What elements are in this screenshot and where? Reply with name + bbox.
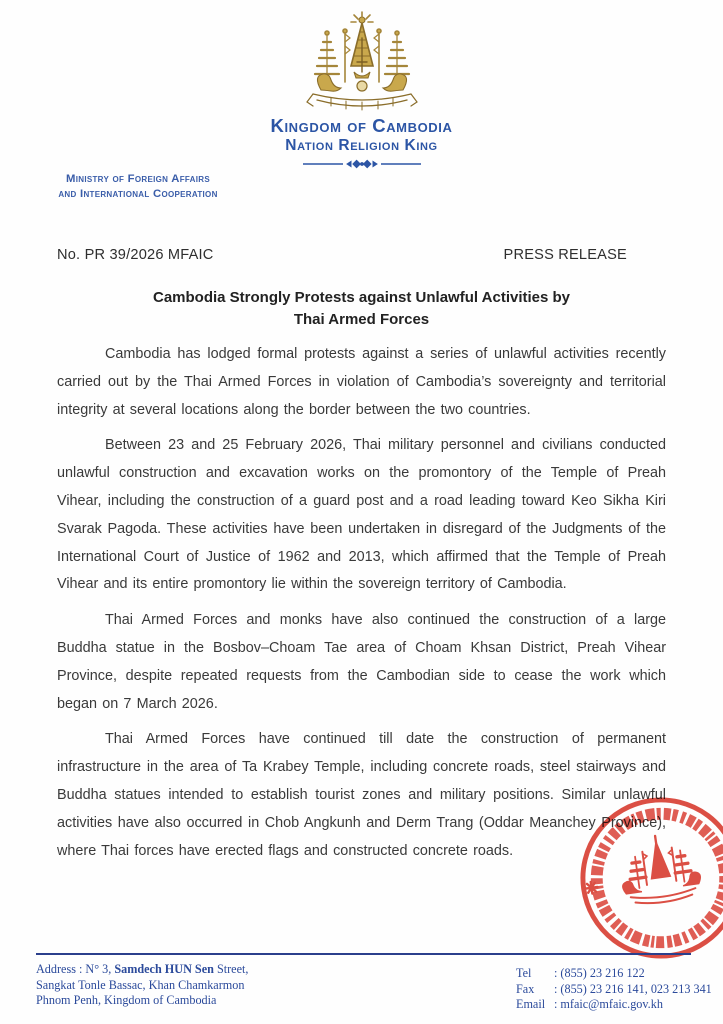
title-line2: Thai Armed Forces bbox=[293, 311, 430, 328]
press-release-paragraph: Between 23 and 25 February 2026, Thai military personnel and civilians conducted unlawful construction and excavation works on the promontory of the Temple of Preah Vihear, including the construction of a guard post and a road leading toward Keo Sikha Kiri Svarak Pagoda. These activities have been undertaken in disregard of the Judgments of the International Court of Justice of 1962 and 2013, which affirmed that the Temple of Preah Vihear and its entire promontory lie within the sovereign territory of Cambodia. bbox=[57, 437, 666, 593]
reference-row bbox=[57, 247, 627, 263]
fax-row bbox=[516, 982, 712, 998]
ministry-name bbox=[28, 172, 248, 201]
ministry-line2: and International Cooperation bbox=[58, 187, 218, 200]
press-release-paragraph: Thai Armed Forces have continued till date the construction of permanent infrastructure in the area of Ta Krabey Temple, including concrete roads, steel stairways and Buddha statues intended to establish tourist zones and military positions. Similar unlawful activities have also occurred in Chob Angkunh and Derm Trang (Oddar Meanchey Province), where Thai forces have erected flags and constructed concrete roads. bbox=[57, 731, 666, 859]
address-line1: Address : N° 3, Samdech HUN Sen Street, bbox=[36, 962, 249, 976]
fax-label: Fax bbox=[516, 981, 535, 996]
document-body bbox=[57, 341, 666, 873]
ministry-line1: Ministry of Foreign Affairs bbox=[66, 173, 210, 185]
title-line1: Cambodia Strongly Protests against Unlawful Activities by bbox=[152, 289, 571, 306]
email-value: : mfaic@mfaic.gov.kh bbox=[554, 997, 663, 1011]
tel-value: : (855) 23 216 122 bbox=[554, 966, 645, 980]
footer-divider bbox=[36, 953, 691, 955]
kingdom-title: Kingdom of Cambodia bbox=[270, 115, 453, 136]
address-line2: Sangkat Tonle Bassac, Khan Chamkarmon bbox=[36, 977, 245, 992]
document-type-label: PRESS RELEASE bbox=[503, 247, 627, 263]
email-label: Email bbox=[516, 997, 546, 1011]
email-row bbox=[516, 997, 712, 1013]
tel-row bbox=[516, 966, 712, 982]
document-title bbox=[57, 287, 666, 331]
footer-contacts bbox=[516, 966, 712, 1013]
press-release-paragraph: Cambodia has lodged formal protests against a series of unlawful activities recently carried out by the Thai Armed Forces in violation of Cambodia’s sovereignty and territorial integrity at several locations along the border between the two countries. bbox=[57, 346, 666, 418]
official-seal-stamp bbox=[577, 794, 723, 962]
fax-value: : (855) 23 216 141, 023 213 341 bbox=[554, 981, 712, 996]
flourish-divider-icon bbox=[301, 158, 423, 170]
national-motto: Nation Religion King bbox=[285, 137, 438, 154]
reference-number: No. PR 39/2026 MFAIC bbox=[57, 247, 214, 263]
address-line3: Phnom Penh, Kingdom of Cambodia bbox=[36, 993, 217, 1007]
royal-arms-emblem bbox=[301, 10, 423, 114]
tel-label: Tel bbox=[516, 966, 532, 980]
press-release-paragraph: Thai Armed Forces and monks have also continued the construction of a large Buddha statue in the Bosbov–Choam Tae area of Choam Khsan District, Preah Vihear Province, despite repeated requests from the Cambodian side to cease the work which began on 7 March 2026. bbox=[57, 612, 666, 712]
footer-address bbox=[36, 962, 248, 1009]
